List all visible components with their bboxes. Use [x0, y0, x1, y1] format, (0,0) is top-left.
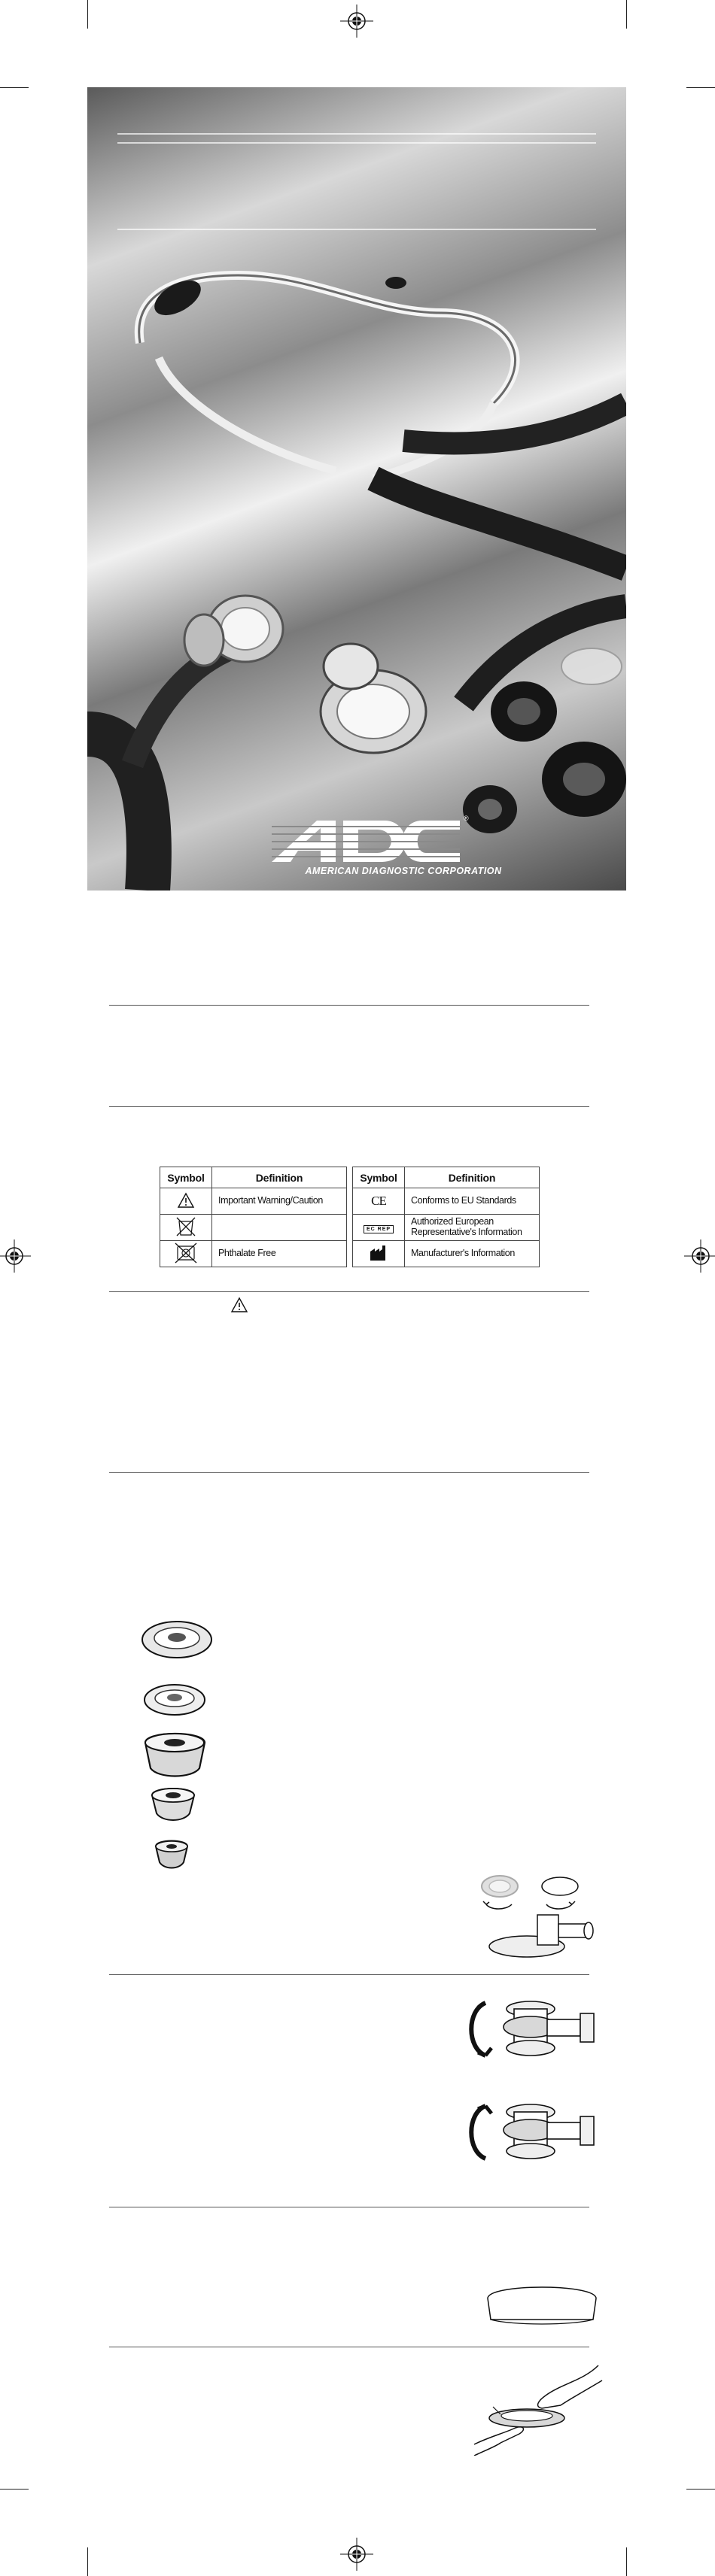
registration-mark-icon	[340, 2538, 373, 2571]
chill-ring-illustration	[482, 2282, 602, 2326]
table-row	[353, 1188, 540, 1215]
section-rule	[109, 1472, 589, 1473]
definition-cell: Important Warning/Caution	[212, 1188, 347, 1215]
registration-mark-icon	[684, 1239, 715, 1273]
table-row	[353, 1215, 540, 1241]
warning-triangle-icon	[177, 1192, 195, 1209]
crop-mark-right-upper	[686, 87, 715, 88]
table-row	[160, 1241, 347, 1267]
symbols-table-right	[352, 1167, 540, 1267]
logo-caption: AMERICAN DIAGNOSTIC CORPORATION	[305, 866, 502, 876]
definition-cell: Phthalate Free	[212, 1241, 347, 1267]
symbol-header: Symbol	[160, 1167, 212, 1188]
crop-mark-left-lower	[0, 2489, 29, 2490]
definition-cell: Authorized European Representative's Information	[405, 1215, 540, 1241]
factory-icon	[369, 1245, 388, 1261]
hands-attach-diaphragm-illustration	[470, 2362, 606, 2456]
crop-mark-right-lower	[686, 2489, 715, 2490]
eartip-large-icon	[139, 1619, 214, 1661]
crop-mark-bottom-left	[87, 2547, 88, 2576]
crossed-box-icon	[175, 1215, 197, 1238]
definition-cell: Manufacturer's Information	[405, 1241, 540, 1267]
section-rule	[109, 1106, 589, 1107]
ec-rep-icon: EC REP	[364, 1225, 394, 1233]
definition-header: Definition	[405, 1167, 540, 1188]
crop-mark-bottom-right	[626, 2547, 627, 2576]
symbols-table-left	[160, 1167, 347, 1267]
diaphragm-change-illustration	[468, 1871, 596, 1962]
phthalate-free-icon	[174, 1242, 198, 1264]
symbol-header: Symbol	[353, 1167, 405, 1188]
registration-mark-icon	[340, 5, 373, 38]
definition-header: Definition	[212, 1167, 347, 1188]
table-row	[160, 1215, 347, 1241]
chestpiece-rotate-illustration	[463, 1988, 598, 2071]
cover-photo	[87, 87, 626, 891]
warning-triangle-icon	[230, 1297, 248, 1313]
definition-cell: Conforms to EU Standards	[405, 1188, 540, 1215]
crop-mark-top-left	[87, 0, 88, 29]
chestpiece-rotate-illustration	[463, 2091, 598, 2174]
bell-medium-icon	[148, 1788, 199, 1822]
section-rule	[109, 1974, 589, 1975]
stethoscope-photo	[87, 87, 626, 891]
table-row	[353, 1241, 540, 1267]
crop-mark-top-right	[626, 0, 627, 29]
bell-small-icon	[152, 1840, 191, 1870]
section-rule	[109, 1291, 589, 1292]
table-row	[160, 1188, 347, 1215]
section-rule	[109, 1005, 589, 1006]
registered-mark: ®	[464, 815, 469, 822]
definition-cell	[212, 1215, 347, 1241]
eartip-medium-icon	[141, 1681, 208, 1719]
bell-large-icon	[139, 1732, 211, 1779]
ce-mark-icon: CE	[371, 1194, 386, 1208]
adc-logo-icon	[272, 821, 460, 862]
crop-mark-left-upper	[0, 87, 29, 88]
registration-mark-icon	[0, 1239, 31, 1273]
